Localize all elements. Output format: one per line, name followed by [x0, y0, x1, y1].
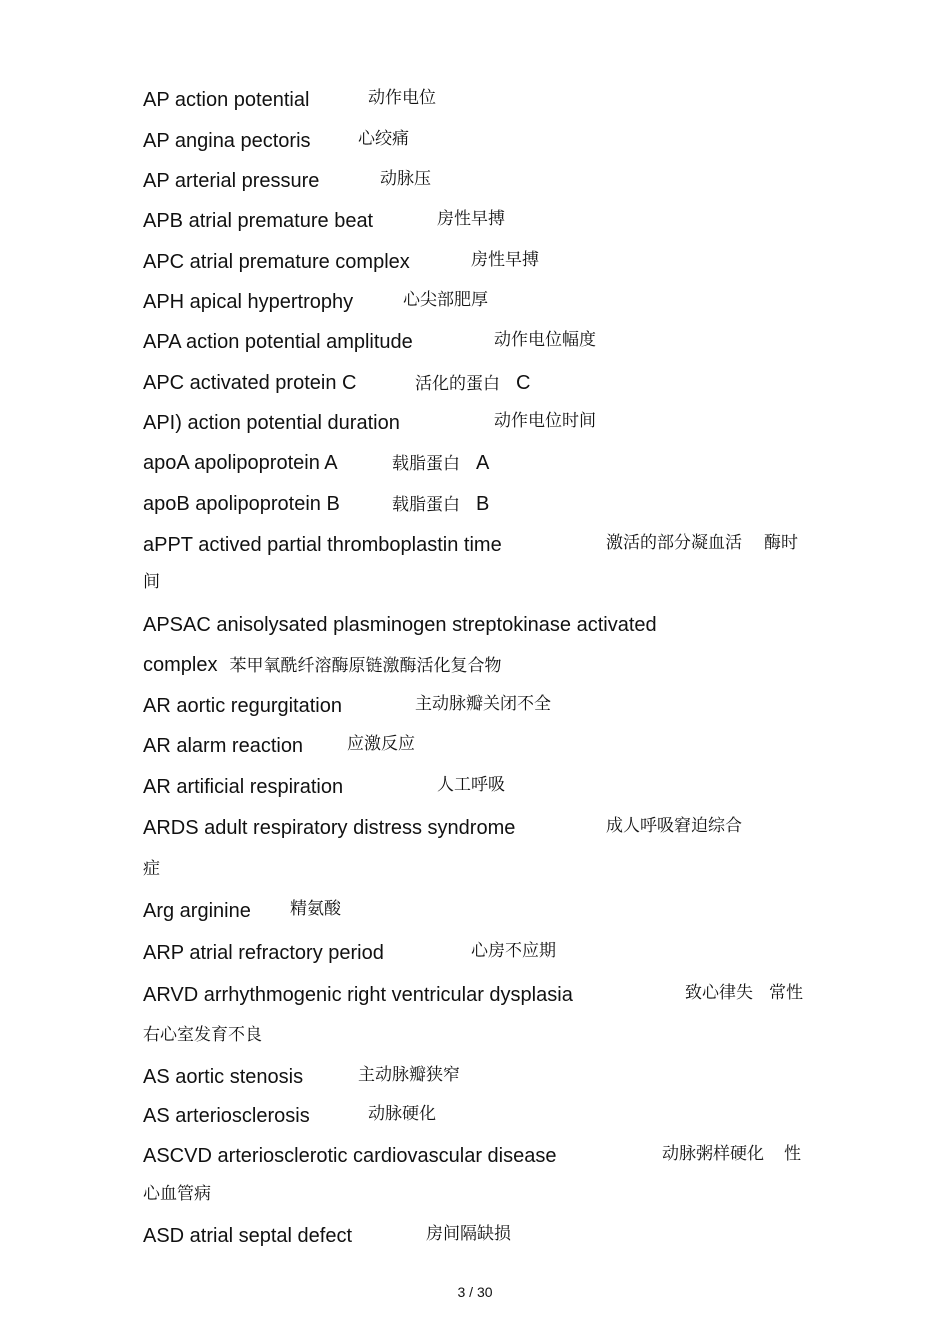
- term-translation-main: 载脂蛋白: [392, 495, 460, 515]
- term-arg: Arg arginine: [143, 900, 251, 922]
- term-ap-angina-pectoris: AP angina pectoris: [143, 130, 311, 152]
- term-translation-main: 活化的蛋白: [415, 374, 500, 394]
- term-translation: 动作电位: [368, 88, 436, 108]
- term-translation: 房性早搏: [437, 209, 505, 229]
- term-ar-aortic: AR aortic regurgitation: [143, 695, 342, 717]
- term-ards: ARDS adult respiratory distress syndrome: [143, 817, 516, 839]
- term-arp: ARP atrial refractory period: [143, 942, 384, 964]
- term-apc-complex: APC atrial premature complex: [143, 251, 410, 273]
- term-asd: ASD atrial septal defect: [143, 1225, 352, 1247]
- term-translation: 主动脉瓣关闭不全: [415, 694, 551, 714]
- term-ap-arterial-pressure: AP arterial pressure: [143, 170, 320, 192]
- term-translation-suffix: A: [476, 452, 490, 474]
- term-translation: 动脉硬化: [368, 1104, 436, 1124]
- term-translation-main: 致心律失: [685, 983, 753, 1003]
- term-appt: aPPT actived partial thromboplastin time: [143, 534, 502, 556]
- term-translation-suffix: C: [516, 372, 531, 394]
- term-translation: [662, 1146, 801, 1163]
- term-as-arteriosclerosis: AS arteriosclerosis: [143, 1105, 310, 1127]
- term-apa: APA action potential amplitude: [143, 331, 413, 353]
- term-ascvd: ASCVD arteriosclerotic cardiovascular disease: [143, 1145, 557, 1167]
- term-translation: [415, 373, 530, 393]
- term-ar-alarm: AR alarm reaction: [143, 735, 304, 757]
- term-translation: 房性早搏: [471, 250, 539, 270]
- term-translation-continued: 右心室发育不良: [143, 1025, 262, 1045]
- term-translation: 主动脉瓣狭窄: [358, 1065, 460, 1085]
- term-apsac-en2: complex: [143, 654, 218, 676]
- term-translation-continued: 症: [143, 859, 160, 879]
- term-translation: 动脉压: [380, 169, 431, 189]
- term-translation-continued: 心血管病: [143, 1184, 211, 1204]
- term-api: API) action potential duration: [143, 412, 400, 434]
- term-translation: 应激反应: [347, 734, 415, 754]
- term-translation-tail: 酶时: [764, 533, 798, 553]
- term-ar-artificial: AR artificial respiration: [143, 776, 344, 798]
- term-aph: APH apical hypertrophy: [143, 291, 354, 313]
- term-translation: 成人呼吸窘迫综合: [606, 816, 742, 836]
- term-translation: [392, 453, 489, 473]
- term-translation: 动作电位幅度: [494, 330, 596, 350]
- term-ap-action-potential: AP action potential: [143, 89, 310, 111]
- term-translation-main: 激活的部分凝血活: [606, 533, 742, 553]
- term-apsac: APSAC anisolysated plasminogen streptokinase activated: [143, 614, 657, 636]
- term-translation: 心绞痛: [358, 129, 409, 149]
- term-translation-continued: 间: [143, 572, 160, 592]
- term-apoa: apoA apolipoprotein A: [143, 452, 338, 474]
- term-translation: 心房不应期: [471, 941, 556, 961]
- term-translation: 房间隔缺损: [426, 1224, 511, 1244]
- term-translation: 苯甲氧酰纤溶酶原链激酶活化复合物: [229, 656, 502, 676]
- page-number: 3 / 30: [457, 1284, 493, 1300]
- term-translation: [685, 985, 803, 1002]
- term-arvd: ARVD arrhythmogenic right ventricular dysplasia: [143, 984, 573, 1006]
- term-translation: [392, 494, 489, 514]
- term-apb: APB atrial premature beat: [143, 210, 374, 232]
- term-translation-tail: 常性: [769, 983, 803, 1003]
- term-translation-suffix: B: [476, 493, 490, 515]
- term-apsac-continued: [143, 655, 501, 675]
- term-apob: apoB apolipoprotein B: [143, 493, 340, 515]
- term-translation-main: 载脂蛋白: [392, 454, 460, 474]
- term-translation: 动作电位时间: [494, 411, 596, 431]
- term-translation: 心尖部肥厚: [403, 290, 488, 310]
- term-translation: 人工呼吸: [437, 775, 505, 795]
- term-as-stenosis: AS aortic stenosis: [143, 1066, 304, 1088]
- term-apc-protein: APC activated protein C: [143, 372, 357, 394]
- term-translation: 精氨酸: [290, 899, 341, 919]
- term-translation-main: 动脉粥样硬化: [662, 1144, 764, 1164]
- term-translation-tail: 性: [784, 1144, 801, 1164]
- term-translation: [606, 535, 798, 552]
